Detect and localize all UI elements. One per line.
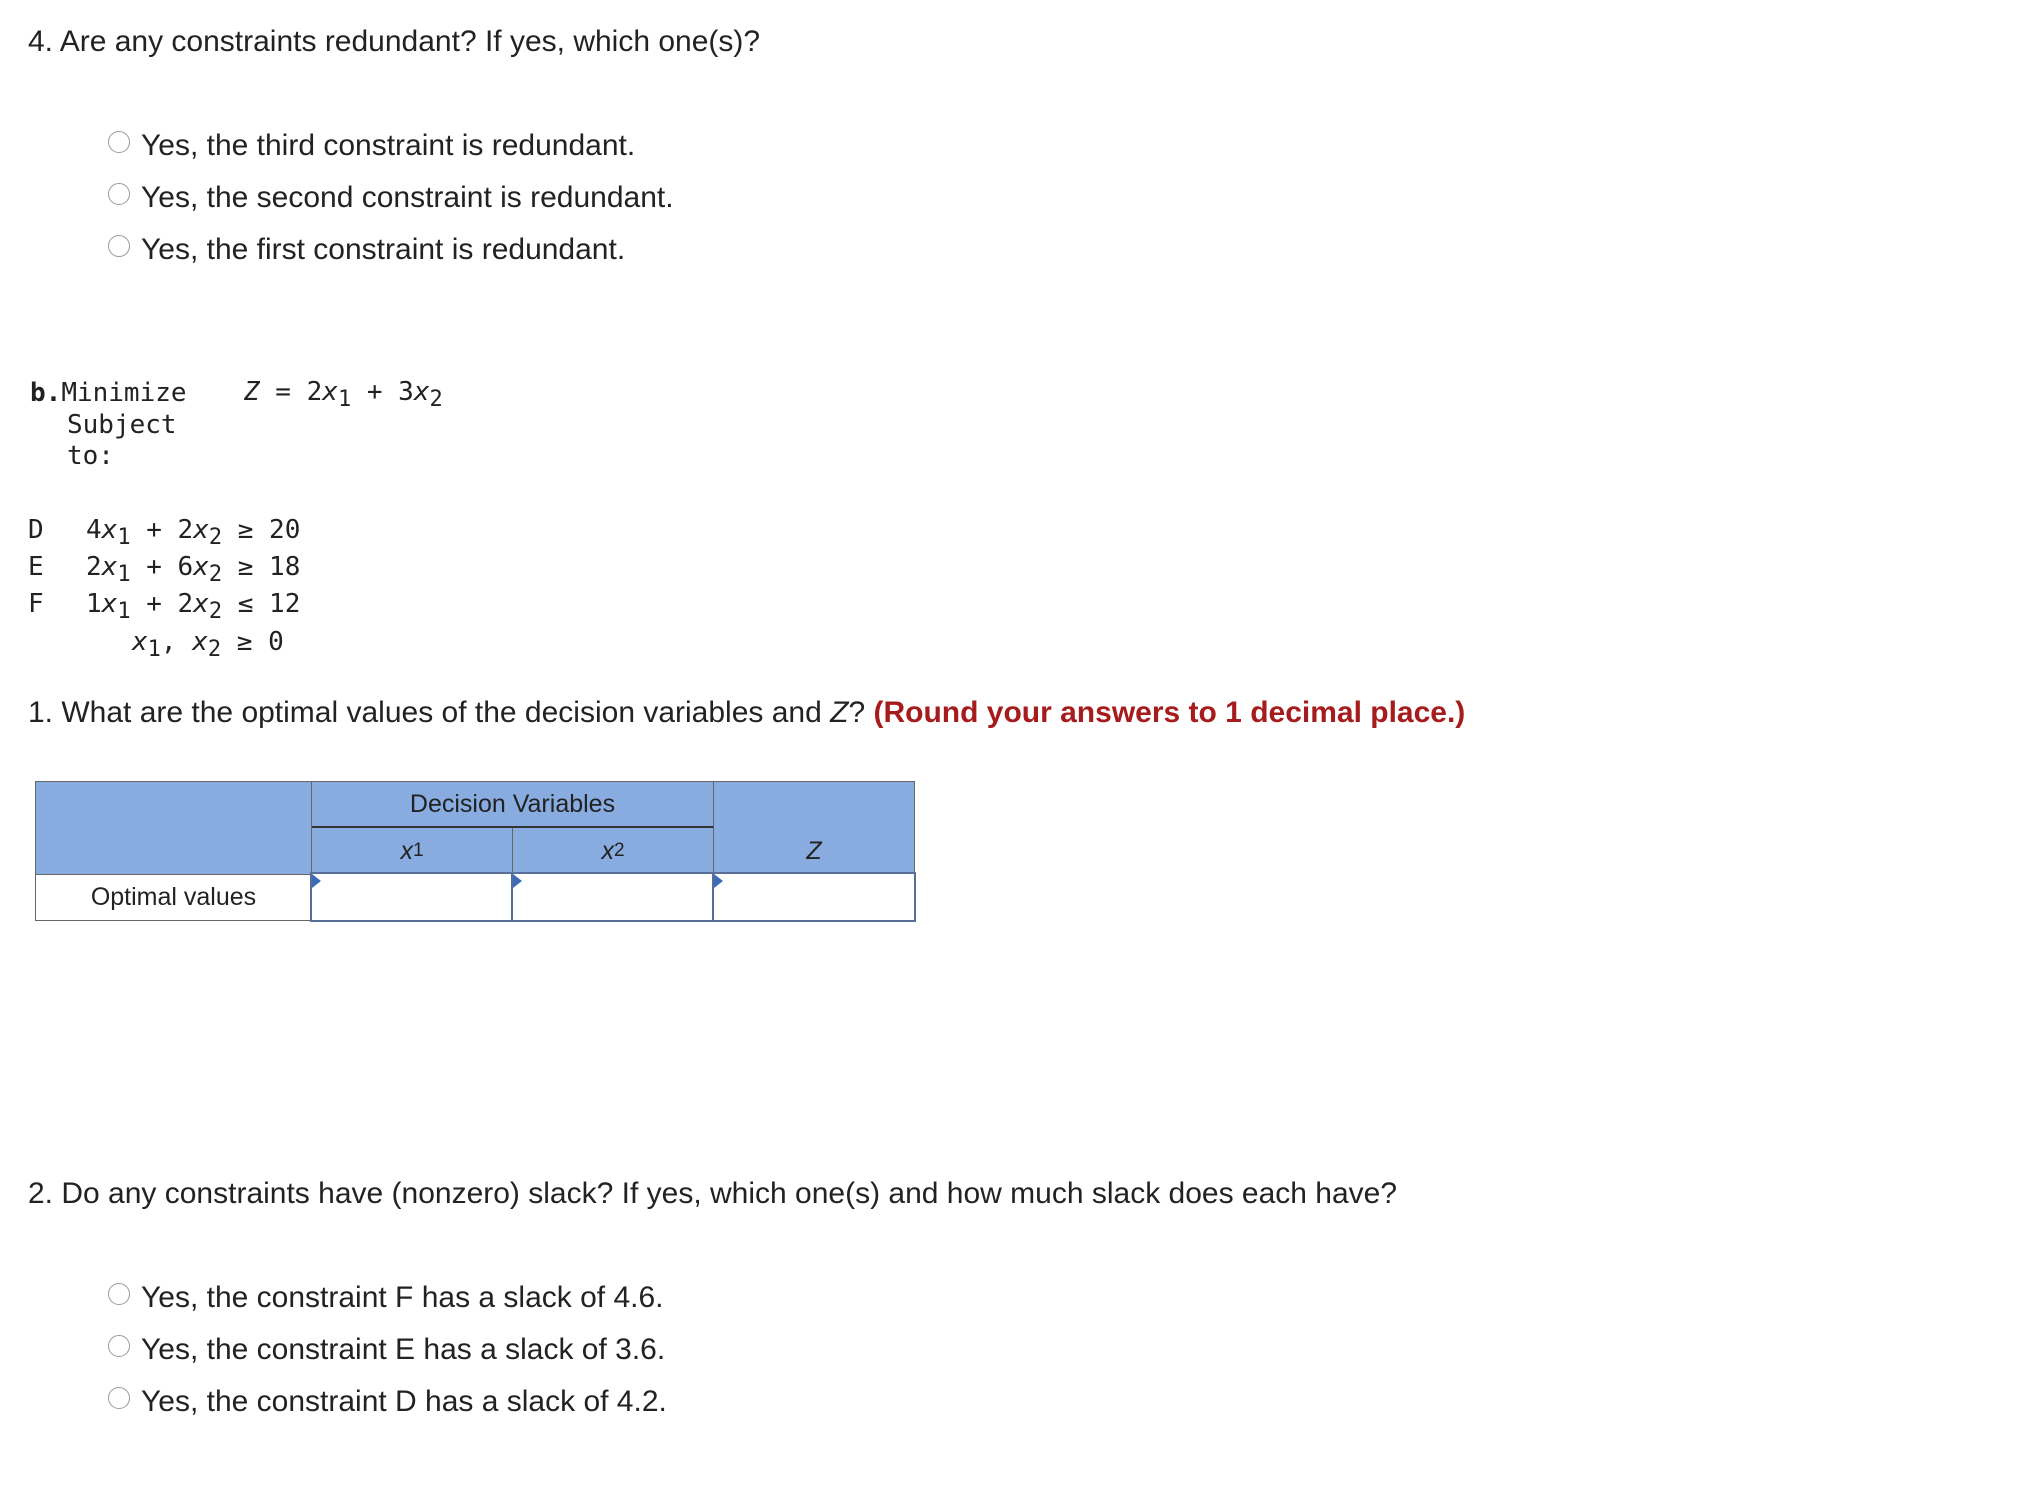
objective-x1-sub: 1 [337, 387, 352, 412]
constraint-expression: $2x_1 + 6x_2 \ge 18$ [86, 552, 301, 587]
q2-option-3-label: Yes, the constraint D has a slack of 4.2. [141, 1385, 667, 1418]
objective-x1: x [322, 377, 338, 407]
question-2-options [108, 1272, 667, 1428]
table-corner-header [36, 782, 312, 874]
nonnegativity-constraint: $x_1$, $x_2 \ge 0$ [132, 627, 284, 662]
constraint-expression: $1x_1 + 2x_2 \le 12$ [86, 589, 301, 624]
input-flag-icon [513, 874, 522, 888]
to-label: to: [67, 441, 114, 471]
constraint-label: F [28, 589, 44, 619]
objective-x2: x [413, 377, 430, 407]
question-1-suffix: ? [848, 696, 874, 729]
radio-button[interactable] [108, 1387, 130, 1409]
q2-option-1[interactable] [108, 1272, 667, 1324]
question-4-options [108, 120, 674, 276]
x1-input-cell [312, 874, 513, 920]
x1-input[interactable] [310, 872, 515, 922]
subject-label: Subject [67, 410, 177, 440]
q4-option-2[interactable] [108, 172, 674, 224]
q4-option-2-label: Yes, the second constraint is redundant. [141, 181, 674, 214]
z-input-cell [714, 874, 914, 920]
objective-function [244, 375, 443, 412]
radio-button[interactable] [108, 235, 130, 257]
objective-z: Z [244, 377, 260, 407]
constraint-label: E [28, 552, 44, 582]
input-flag-icon [312, 874, 321, 888]
decision-variables-header: Decision Variables [312, 782, 714, 828]
round-instruction: (Round your answers to 1 decimal place.) [873, 696, 1466, 729]
q2-option-3[interactable] [108, 1376, 667, 1428]
question-2-text: 2. Do any constraints have (nonzero) slack? If yes, which one(s) and how much slack does each have? [28, 1177, 1398, 1210]
question-4-text: 4. Are any constraints redundant? If yes, which one(s)? [28, 25, 761, 58]
radio-button[interactable] [108, 131, 130, 153]
x2-input[interactable] [511, 872, 716, 922]
q4-option-3[interactable] [108, 224, 674, 276]
q4-option-1-label: Yes, the third constraint is redundant. [141, 129, 636, 162]
q2-option-1-label: Yes, the constraint F has a slack of 4.6. [141, 1281, 664, 1314]
optimal-values-table [35, 781, 915, 921]
part-b-heading [30, 378, 187, 409]
question-1-prefix: 1. What are the optimal values of the decision variables and [28, 696, 831, 729]
row-label-optimal-values: Optimal values [36, 874, 312, 920]
objective-x2-sub: 2 [429, 387, 443, 412]
input-flag-icon [714, 874, 723, 888]
z-input[interactable] [712, 872, 916, 922]
radio-button[interactable] [108, 1283, 130, 1305]
question-1-text [28, 695, 1465, 731]
radio-button[interactable] [108, 183, 130, 205]
part-b-label: b. [30, 378, 62, 408]
radio-button[interactable] [108, 1335, 130, 1357]
objective-coef-2: + 3 [351, 377, 414, 407]
constraints-block [28, 511, 428, 671]
objective-coef-1: = 2 [259, 377, 323, 407]
constraint-expression: $4x_1 + 2x_2 \ge 20$ [86, 515, 301, 550]
column-header-x1: x 1 [312, 828, 513, 874]
constraint-label: D [28, 515, 44, 545]
column-header-x2: x 2 [513, 828, 714, 874]
q4-option-3-label: Yes, the first constraint is redundant. [141, 233, 626, 266]
column-header-z: Z [714, 828, 914, 874]
question-1-z: Z [830, 696, 849, 729]
q2-option-2-label: Yes, the constraint E has a slack of 3.6. [141, 1333, 666, 1366]
minimize-label: Minimize [61, 378, 187, 408]
x2-input-cell [513, 874, 714, 920]
q4-option-1[interactable] [108, 120, 674, 172]
z-group-header [714, 782, 914, 828]
q2-option-2[interactable] [108, 1324, 667, 1376]
